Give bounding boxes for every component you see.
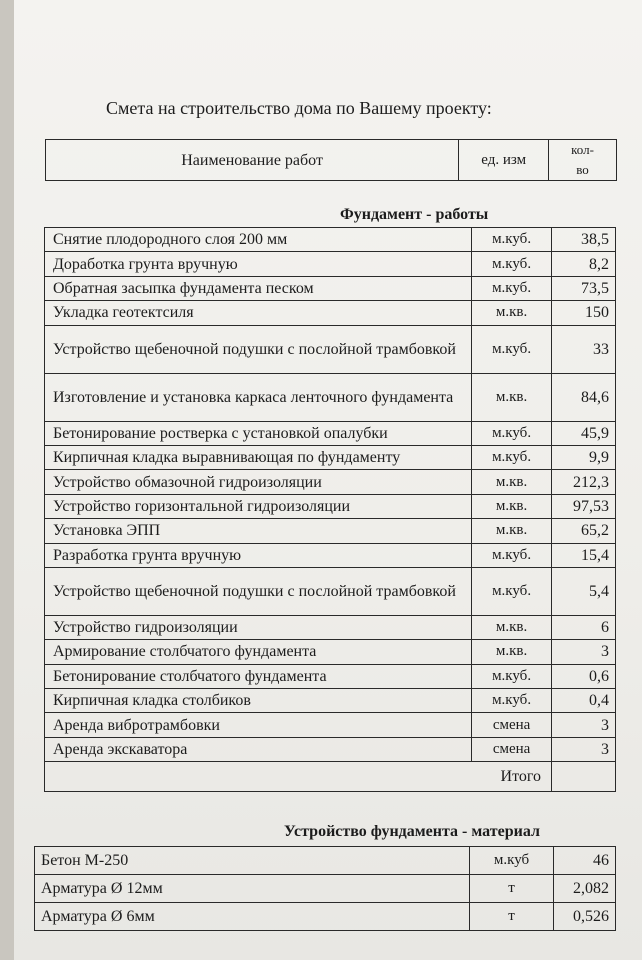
works-row xyxy=(45,519,616,543)
works-row-name: Бетонирование столбчатого фундамента xyxy=(45,664,472,688)
works-table xyxy=(44,227,616,792)
document-title: Смета на строительство дома по Вашему проекту: xyxy=(106,98,492,118)
header-qty xyxy=(549,140,617,181)
works-row-unit: м.куб. xyxy=(472,252,552,276)
works-row-name: Доработка грунта вручную xyxy=(45,252,472,276)
works-row-unit: м.кв. xyxy=(472,640,552,664)
works-row-unit: м.куб. xyxy=(472,445,552,469)
works-row xyxy=(45,445,616,469)
works-row xyxy=(45,228,616,252)
works-row-qty: 38,5 xyxy=(552,228,616,252)
works-row-unit: м.кв. xyxy=(472,301,552,325)
works-total-row xyxy=(45,762,616,792)
works-row-name: Устройство горизонтальной гидроизоляции xyxy=(45,494,472,518)
works-row-name: Устройство гидроизоляции xyxy=(45,615,472,639)
materials-row-name: Бетон М-250 xyxy=(35,847,470,875)
works-row-qty: 97,53 xyxy=(552,494,616,518)
works-row-qty: 15,4 xyxy=(552,543,616,567)
works-row-unit: м.куб. xyxy=(472,689,552,713)
works-row xyxy=(45,494,616,518)
works-row xyxy=(45,252,616,276)
works-row-qty: 65,2 xyxy=(552,519,616,543)
works-row-name: Устройство обмазочной гидроизоляции xyxy=(45,470,472,494)
materials-section-title: Устройство фундамента - материал xyxy=(284,823,540,840)
works-row-qty: 73,5 xyxy=(552,276,616,300)
works-row-unit: смена xyxy=(472,713,552,737)
works-row xyxy=(45,325,616,373)
materials-row xyxy=(35,875,616,903)
materials-row-unit: т xyxy=(470,903,554,931)
works-row-unit: м.куб. xyxy=(472,325,552,373)
works-row-qty: 6 xyxy=(552,615,616,639)
works-row-qty: 3 xyxy=(552,640,616,664)
works-row-unit: м.кв. xyxy=(472,519,552,543)
materials-row-qty: 0,526 xyxy=(554,903,616,931)
works-row xyxy=(45,373,616,421)
works-section-title: Фундамент - работы xyxy=(340,206,489,223)
works-row xyxy=(45,640,616,664)
works-row xyxy=(45,713,616,737)
materials-row xyxy=(35,847,616,875)
header-qty-line1: кол- xyxy=(571,142,594,157)
works-row xyxy=(45,470,616,494)
works-row-unit: м.куб. xyxy=(472,421,552,445)
works-row xyxy=(45,301,616,325)
works-row-qty: 9,9 xyxy=(552,445,616,469)
works-row-unit: смена xyxy=(472,737,552,761)
works-row-name: Обратная засыпка фундамента песком xyxy=(45,276,472,300)
works-row-name: Аренда экскаватора xyxy=(45,737,472,761)
works-row-qty: 5,4 xyxy=(552,567,616,615)
works-row-name: Установка ЭПП xyxy=(45,519,472,543)
document-sheet xyxy=(14,0,642,960)
works-row-unit: м.кв. xyxy=(472,470,552,494)
works-row-name: Укладка геотектсиля xyxy=(45,301,472,325)
works-row-name: Бетонирование ростверка с установкой опалубки xyxy=(45,421,472,445)
works-row-unit: м.куб. xyxy=(472,276,552,300)
works-row-name: Кирпичная кладка выравнивающая по фундаменту xyxy=(45,445,472,469)
works-row xyxy=(45,664,616,688)
works-row-qty: 8,2 xyxy=(552,252,616,276)
materials-row-unit: т xyxy=(470,875,554,903)
works-row-name: Устройство щебеночной подушки с послойной трамбовкой xyxy=(45,325,472,373)
header-row xyxy=(46,140,617,181)
works-row-qty: 0,6 xyxy=(552,664,616,688)
header-qty-line2: во xyxy=(576,162,589,177)
materials-row-name: Арматура Ø 12мм xyxy=(35,875,470,903)
works-row-qty: 0,4 xyxy=(552,689,616,713)
works-total-value xyxy=(552,762,616,792)
materials-row-qty: 2,082 xyxy=(554,875,616,903)
works-row-unit: м.кв. xyxy=(472,615,552,639)
works-row xyxy=(45,737,616,761)
works-row-unit: м.кв. xyxy=(472,494,552,518)
works-row xyxy=(45,421,616,445)
works-row-qty: 3 xyxy=(552,713,616,737)
works-row-qty: 150 xyxy=(552,301,616,325)
works-row-unit: м.куб. xyxy=(472,567,552,615)
materials-row xyxy=(35,903,616,931)
materials-table xyxy=(34,846,616,931)
works-row-unit: м.куб. xyxy=(472,228,552,252)
works-row-qty: 84,6 xyxy=(552,373,616,421)
works-row-name: Кирпичная кладка столбиков xyxy=(45,689,472,713)
header-table xyxy=(45,139,617,181)
works-row xyxy=(45,543,616,567)
works-row-qty: 3 xyxy=(552,737,616,761)
works-row-unit: м.куб. xyxy=(472,543,552,567)
materials-row-qty: 46 xyxy=(554,847,616,875)
works-row-qty: 212,3 xyxy=(552,470,616,494)
header-unit: ед. изм xyxy=(459,140,549,181)
works-row-qty: 33 xyxy=(552,325,616,373)
works-row-unit: м.куб. xyxy=(472,664,552,688)
works-row xyxy=(45,615,616,639)
works-row xyxy=(45,689,616,713)
works-row-name: Аренда вибротрамбовки xyxy=(45,713,472,737)
works-row-name: Снятие плодородного слоя 200 мм xyxy=(45,228,472,252)
works-row-unit: м.кв. xyxy=(472,373,552,421)
materials-row-unit: м.куб xyxy=(470,847,554,875)
works-row-qty: 45,9 xyxy=(552,421,616,445)
works-row-name: Устройство щебеночной подушки с послойной трамбовкой xyxy=(45,567,472,615)
works-row xyxy=(45,276,616,300)
works-row-name: Разработка грунта вручную xyxy=(45,543,472,567)
header-name: Наименование работ xyxy=(46,140,459,181)
materials-row-name: Арматура Ø 6мм xyxy=(35,903,470,931)
works-row-name: Армирование столбчатого фундамента xyxy=(45,640,472,664)
works-row xyxy=(45,567,616,615)
works-row-name: Изготовление и установка каркаса ленточного фундамента xyxy=(45,373,472,421)
works-total-label: Итого xyxy=(45,762,552,792)
